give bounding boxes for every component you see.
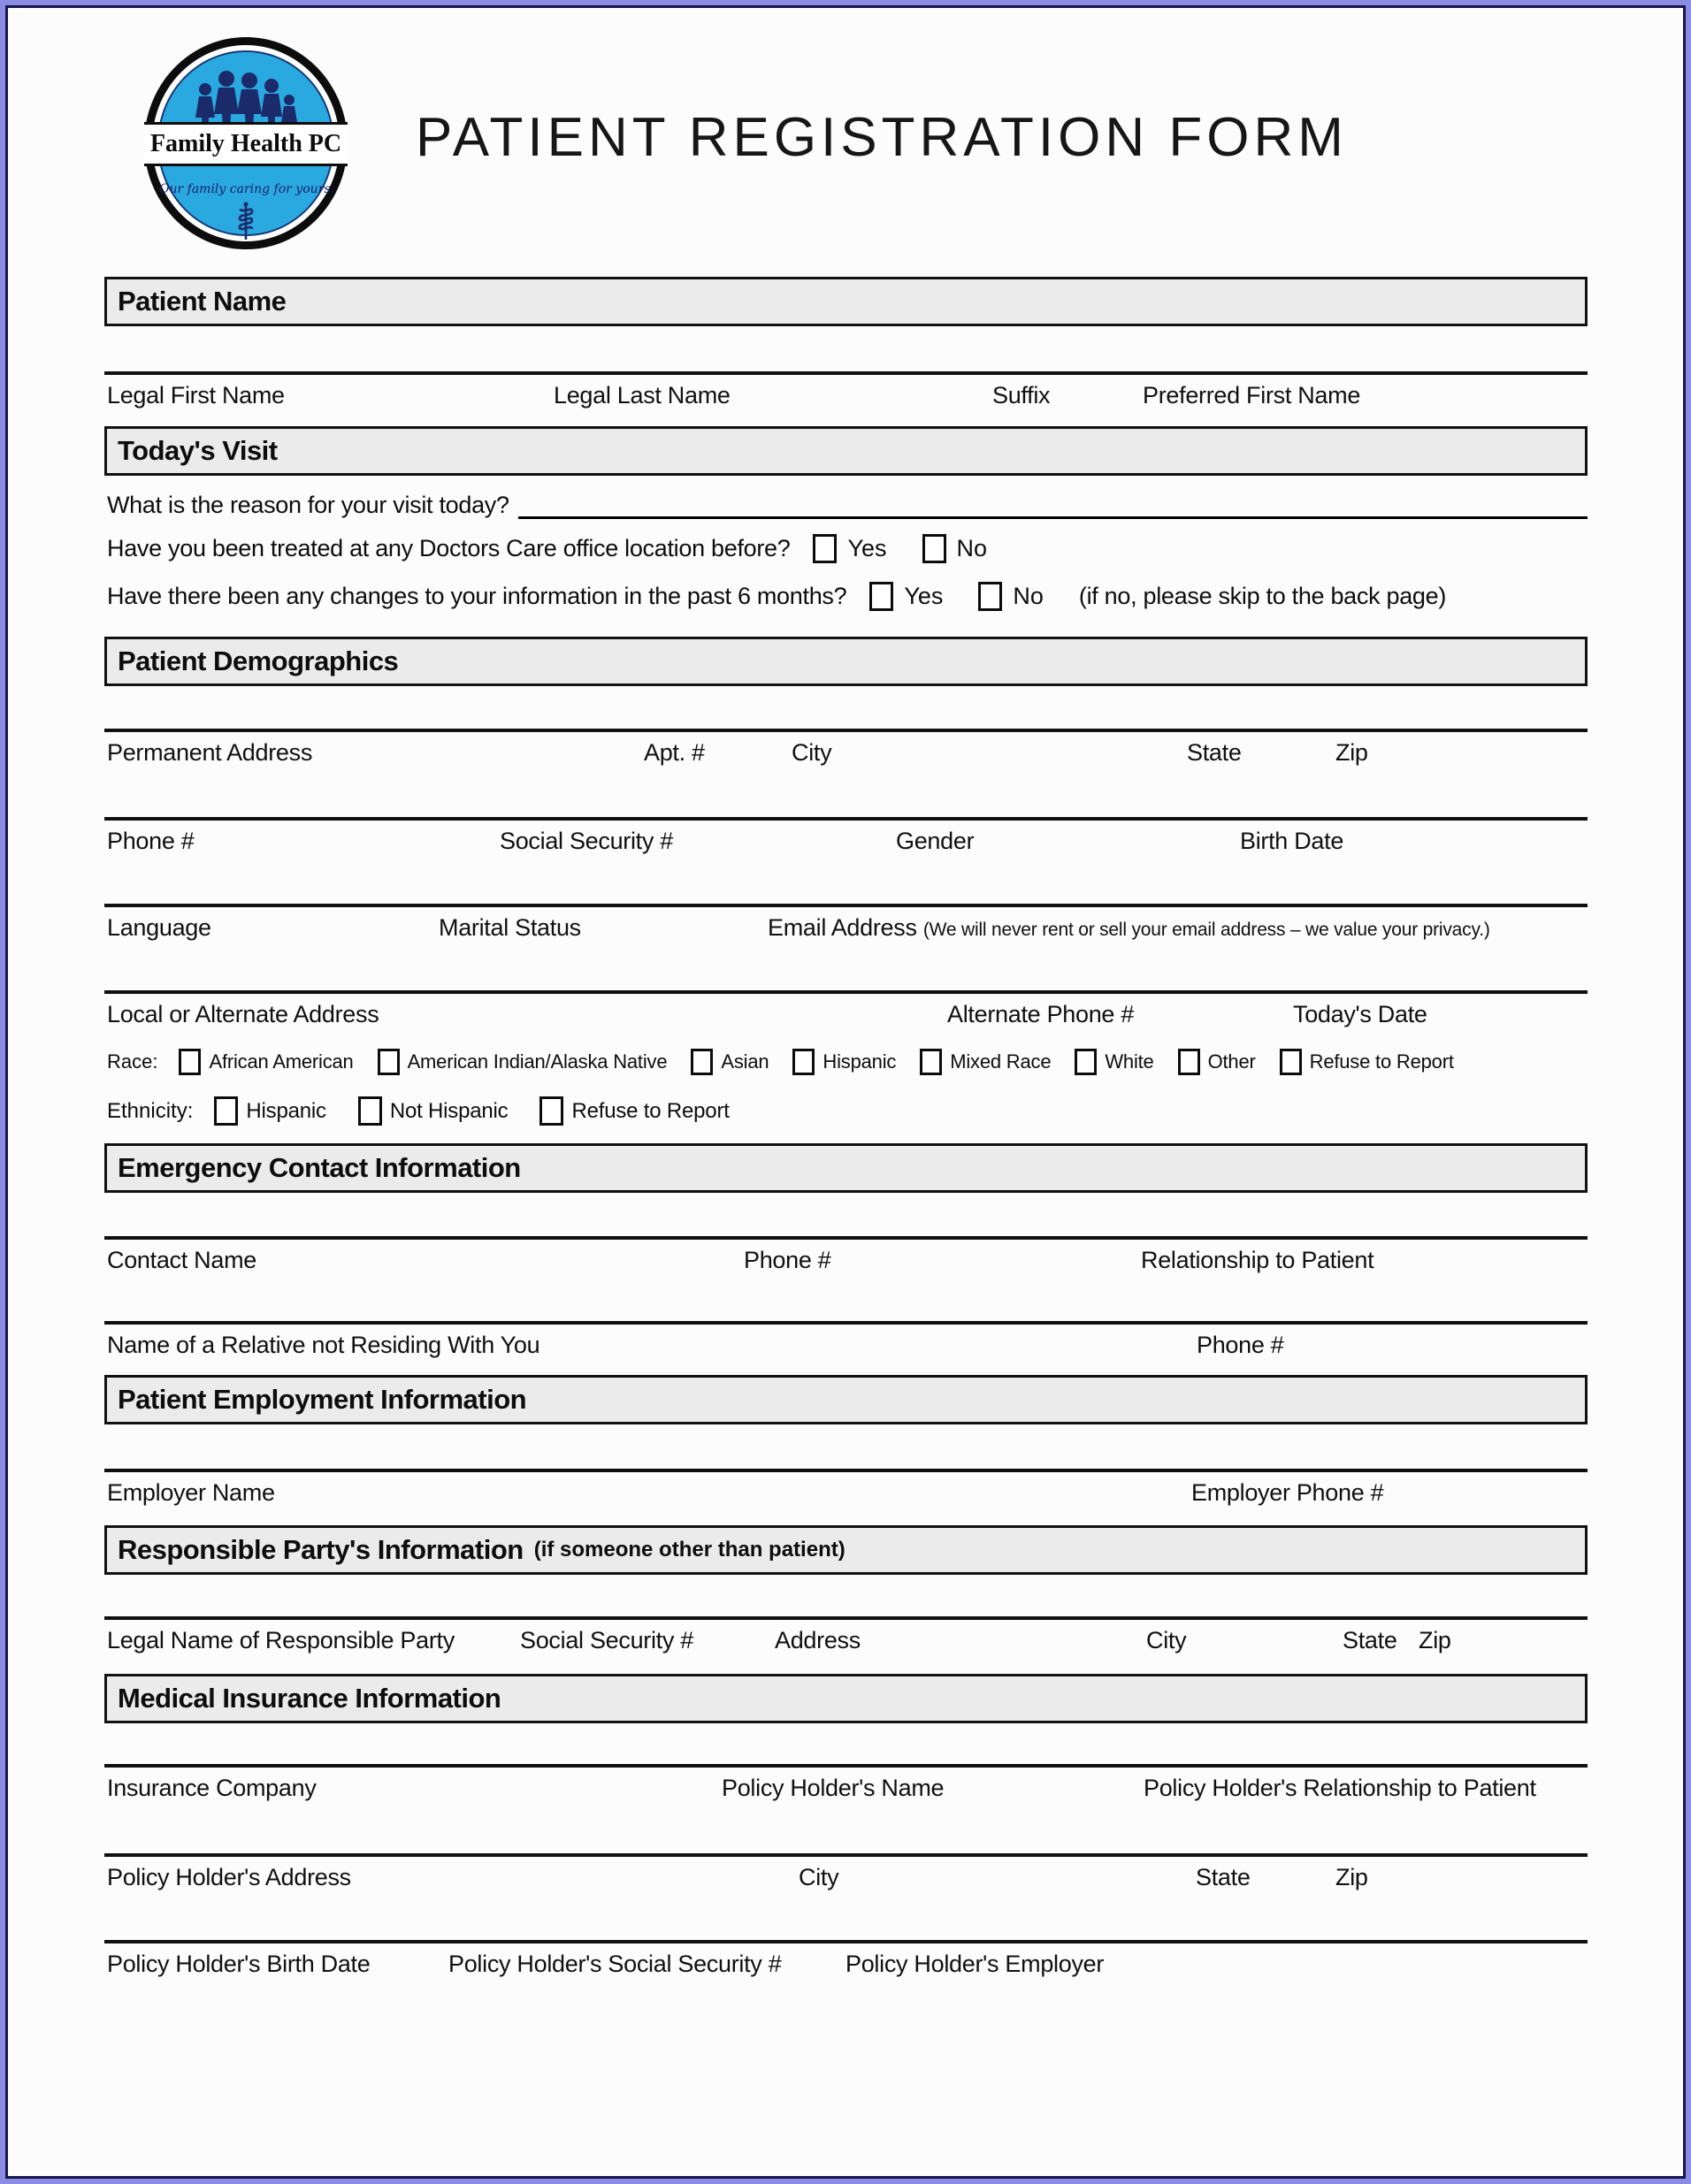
write-line-permanent-address[interactable] <box>104 729 1588 732</box>
field-label-alternate-phone: Alternate Phone # <box>947 1001 1135 1027</box>
checkbox-race-other[interactable] <box>1178 1049 1200 1075</box>
section-bar-patient-name <box>104 277 1588 326</box>
field-label-responsible-zip: Zip <box>1419 1627 1451 1653</box>
write-line-phone[interactable] <box>104 817 1588 821</box>
write-line-employer[interactable] <box>104 1469 1588 1472</box>
race-label: Race: <box>107 1050 158 1073</box>
field-label-relative-name: Name of a Relative not Residing With You <box>107 1332 540 1358</box>
checkbox-treated-no[interactable] <box>922 534 946 563</box>
caduceus-icon <box>236 201 256 241</box>
write-line-alternate-address[interactable] <box>104 990 1588 994</box>
write-line-policy-holder-address[interactable] <box>104 1853 1588 1857</box>
field-label-alternate-address: Local or Alternate Address <box>107 1001 379 1027</box>
checkbox-race-white[interactable] <box>1075 1049 1097 1075</box>
field-label-marital-status: Marital Status <box>439 914 581 941</box>
field-label-state: State <box>1187 739 1242 766</box>
logo-name-band <box>144 122 348 166</box>
write-line-policy-holder-birth[interactable] <box>104 1940 1588 1943</box>
race-option: American Indian/Alaska Native <box>378 1049 668 1075</box>
field-label-policy-holder-state: State <box>1196 1864 1251 1890</box>
race-row <box>107 1049 1478 1075</box>
section-heading: Responsible Party's Information <box>118 1534 524 1565</box>
changes-question-row <box>107 582 1446 611</box>
ethnicity-row <box>107 1096 754 1126</box>
field-label-policy-holder-city: City <box>799 1864 839 1890</box>
field-label-legal-last-name: Legal Last Name <box>554 382 731 409</box>
checkbox-race-mixed[interactable] <box>920 1049 942 1075</box>
section-heading: Patient Employment Information <box>118 1384 527 1415</box>
field-label-suffix: Suffix <box>992 382 1051 409</box>
field-label-permanent-address: Permanent Address <box>107 739 313 766</box>
logo-name: Family Health PC <box>149 130 342 157</box>
field-label-zip: Zip <box>1335 739 1368 766</box>
field-label-policy-holder-birth-date: Policy Holder's Birth Date <box>107 1951 371 1977</box>
field-label-ssn: Social Security # <box>500 828 673 854</box>
field-label-birth-date: Birth Date <box>1240 828 1344 854</box>
treated-question: Have you been treated at any Doctors Care office location before? <box>107 535 791 561</box>
field-label-contact-name: Contact Name <box>107 1247 256 1273</box>
field-label-policy-holder-ssn: Policy Holder's Social Security # <box>448 1951 782 1977</box>
reason-question-row <box>107 492 1588 519</box>
write-line-language[interactable] <box>104 904 1588 907</box>
ethnicity-option: Refuse to Report <box>539 1096 729 1126</box>
field-label-policy-holder-relationship: Policy Holder's Relationship to Patient <box>1144 1775 1536 1801</box>
write-line-responsible[interactable] <box>104 1616 1588 1620</box>
checkbox-ethnicity-not-hispanic[interactable] <box>358 1096 382 1126</box>
checkbox-changes-no[interactable] <box>978 582 1002 611</box>
section-bar-emergency <box>104 1143 1588 1193</box>
field-label-phone: Phone # <box>107 828 195 854</box>
field-label-language: Language <box>107 914 211 941</box>
section-bar-demographics <box>104 637 1588 686</box>
race-option: African American <box>179 1049 353 1075</box>
section-heading: Medical Insurance Information <box>118 1683 501 1714</box>
checkbox-changes-yes[interactable] <box>869 582 893 611</box>
section-heading: Patient Name <box>118 286 287 317</box>
changes-question: Have there been any changes to your information in the past 6 months? <box>107 583 847 609</box>
field-label-policy-holder-name: Policy Holder's Name <box>722 1775 945 1801</box>
field-label-todays-date: Today's Date <box>1293 1001 1427 1027</box>
clinic-logo <box>144 37 348 249</box>
section-bar-insurance <box>104 1674 1588 1723</box>
skip-note: (if no, please skip to the back page) <box>1078 583 1447 609</box>
yes-label: Yes <box>904 583 944 609</box>
section-heading: Emergency Contact Information <box>118 1152 521 1183</box>
no-label: No <box>1013 583 1044 609</box>
email-privacy-note: (We will never rent or sell your email address – we value your privacy.) <box>922 920 1490 940</box>
checkbox-race-refuse[interactable] <box>1280 1049 1302 1075</box>
field-label-preferred-first-name: Preferred First Name <box>1143 382 1361 409</box>
field-label-employer-name: Employer Name <box>107 1479 275 1506</box>
field-label-responsible-name: Legal Name of Responsible Party <box>107 1627 455 1653</box>
reason-write-line[interactable] <box>518 495 1588 519</box>
race-option: Mixed Race <box>920 1049 1051 1075</box>
page-title: PATIENT REGISTRATION FORM <box>416 107 1348 168</box>
checkbox-ethnicity-refuse[interactable] <box>539 1096 563 1126</box>
field-label-responsible-city: City <box>1146 1627 1187 1653</box>
no-label: No <box>956 535 988 561</box>
field-label-responsible-address: Address <box>775 1627 861 1653</box>
field-label-contact-phone: Phone # <box>744 1247 831 1273</box>
race-option: Hispanic <box>792 1049 896 1075</box>
field-label-gender: Gender <box>896 828 975 854</box>
email-label: Email Address <box>768 914 917 941</box>
field-label-responsible-ssn: Social Security # <box>520 1627 693 1653</box>
ethnicity-label: Ethnicity: <box>107 1098 194 1123</box>
field-label-policy-holder-employer: Policy Holder's Employer <box>846 1951 1105 1977</box>
checkbox-treated-yes[interactable] <box>813 534 837 563</box>
write-line-patient-name[interactable] <box>104 371 1588 375</box>
field-label-insurance-company: Insurance Company <box>107 1775 317 1801</box>
race-option: Refuse to Report <box>1280 1049 1454 1075</box>
ethnicity-option: Hispanic <box>214 1096 325 1126</box>
write-line-relative[interactable] <box>104 1321 1588 1325</box>
field-label-responsible-state: State <box>1343 1627 1397 1653</box>
field-label-policy-holder-address: Policy Holder's Address <box>107 1864 351 1890</box>
field-label-policy-holder-zip: Zip <box>1335 1864 1368 1890</box>
field-label-legal-first-name: Legal First Name <box>107 382 285 409</box>
section-heading: Today's Visit <box>118 435 278 466</box>
checkbox-race-asian[interactable] <box>691 1049 713 1075</box>
field-label-apt: Apt. # <box>644 739 705 766</box>
field-label-relationship: Relationship to Patient <box>1141 1247 1374 1273</box>
section-heading-note: (if someone other than patient) <box>533 1538 846 1562</box>
yes-label: Yes <box>847 535 887 561</box>
section-bar-employment <box>104 1375 1588 1424</box>
race-option: Other <box>1178 1049 1256 1075</box>
treated-question-row <box>107 534 987 563</box>
field-label-city: City <box>792 739 832 766</box>
field-label-relative-phone: Phone # <box>1197 1332 1284 1358</box>
ethnicity-option: Not Hispanic <box>358 1096 509 1126</box>
section-bar-todays-visit <box>104 426 1588 476</box>
section-heading: Patient Demographics <box>118 645 399 676</box>
checkbox-race-hispanic[interactable] <box>792 1049 815 1075</box>
field-label-employer-phone: Employer Phone # <box>1191 1479 1384 1506</box>
reason-question: What is the reason for your visit today? <box>107 492 509 518</box>
race-option: White <box>1075 1049 1153 1075</box>
write-line-insurance-company[interactable] <box>104 1764 1588 1768</box>
checkbox-race-american-indian[interactable] <box>378 1049 400 1075</box>
write-line-contact[interactable] <box>104 1236 1588 1240</box>
checkbox-ethnicity-hispanic[interactable] <box>214 1096 238 1126</box>
checkbox-race-african-american[interactable] <box>179 1049 201 1075</box>
race-option: Asian <box>691 1049 769 1075</box>
field-label-email <box>768 914 1490 942</box>
logo-tagline: Our family caring for yours. <box>159 182 334 196</box>
section-bar-responsible-party <box>104 1525 1588 1575</box>
